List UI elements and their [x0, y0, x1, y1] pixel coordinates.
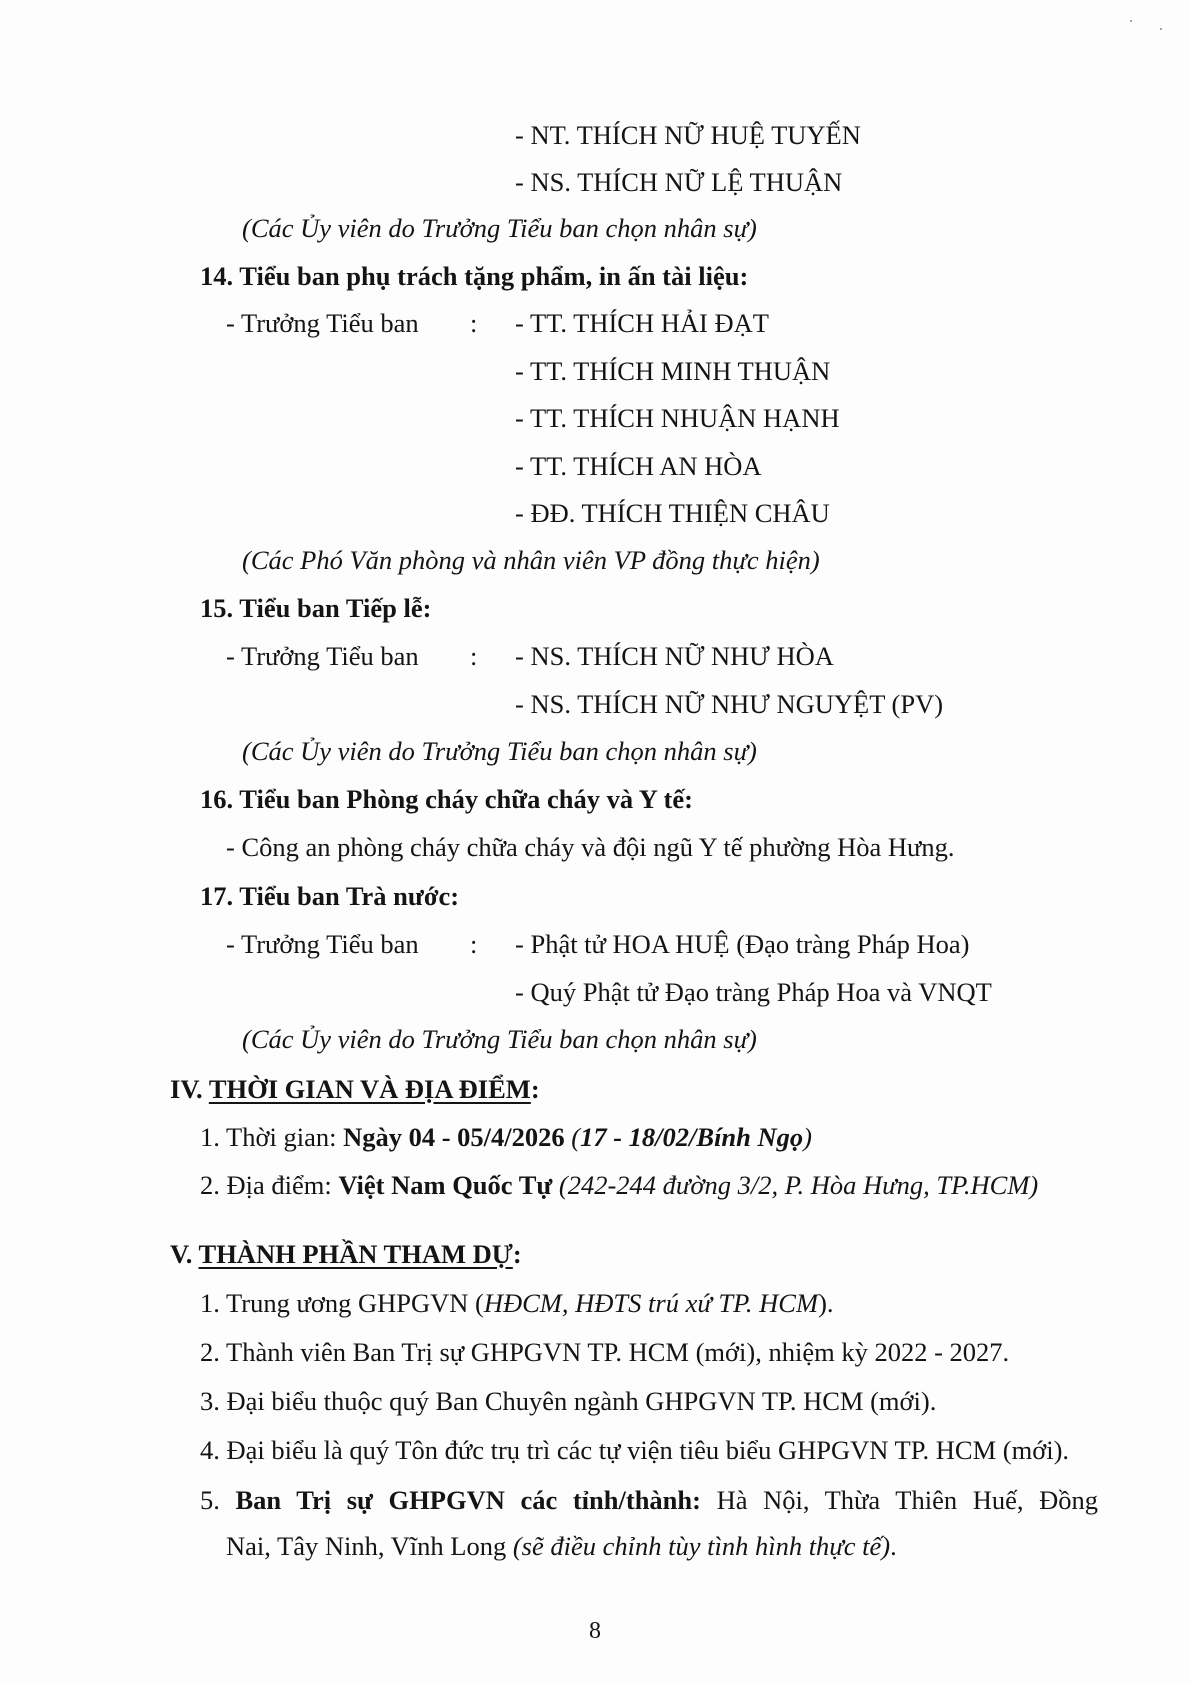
list-item-text: 1. Trung ương GHPGVN (: [200, 1288, 484, 1318]
list-item-continuation: [226, 1530, 897, 1562]
scan-speck: [1130, 20, 1132, 22]
body-line: - Công an phòng cháy chữa cháy và đội ngũ Y tế phường Hòa Hưng.: [226, 832, 955, 862]
list-item-italic: (sẽ điều chỉnh tùy tình hình thực tế): [512, 1531, 891, 1561]
note-line: (Các Phó Văn phòng và nhân viên VP đồng thực hiện): [242, 545, 820, 575]
time-lunar: 17 - 18/02/Bính Ngọ: [580, 1122, 804, 1152]
list-item: 3. Đại biểu thuộc quý Ban Chuyên ngành GHPGVN TP. HCM (mới).: [200, 1386, 937, 1416]
member-line: - ĐĐ. THÍCH THIỆN CHÂU: [515, 498, 830, 528]
list-item: 2. Thành viên Ban Trị sự GHPGVN TP. HCM (mới), nhiệm kỳ 2022 - 2027.: [200, 1337, 1010, 1367]
section-iv-colon: :: [530, 1074, 540, 1104]
note-line: (Các Ủy viên do Trưởng Tiểu ban chọn nhân sự): [242, 213, 757, 243]
member-line: - NS. THÍCH NỮ NHƯ NGUYỆT (PV): [515, 689, 944, 719]
list-item: [200, 1287, 834, 1319]
role-colon: :: [470, 641, 478, 671]
role-colon: :: [470, 929, 478, 959]
section-iv-title: THỜI GIAN VÀ ĐỊA ĐIỂM: [208, 1074, 531, 1104]
list-item: 4. Đại biểu là quý Tôn đức trụ trì các tự viện tiêu biểu GHPGVN TP. HCM (mới).: [200, 1435, 1070, 1465]
section-v-colon: :: [512, 1239, 522, 1269]
list-item-end: ).: [818, 1288, 834, 1318]
section-iv-number: IV.: [170, 1074, 203, 1104]
section-v-heading: [170, 1238, 522, 1270]
scan-speck: [1160, 28, 1162, 30]
member-line: - NT. THÍCH NỮ HUỆ TUYẾN: [515, 120, 861, 150]
list-item-text: Nai, Tây Ninh, Vĩnh Long: [226, 1531, 513, 1561]
member-line: - Quý Phật tử Đạo tràng Pháp Hoa và VNQT: [515, 977, 992, 1007]
note-line: (Các Ủy viên do Trưởng Tiểu ban chọn nhân sự): [242, 1024, 757, 1054]
list-item-italic: HĐCM, HĐTS trú xứ TP. HCM: [483, 1288, 819, 1318]
member-line: - TT. THÍCH NHUẬN HẠNH: [515, 403, 840, 433]
member-line: - Phật tử HOA HUỆ (Đạo tràng Pháp Hoa): [515, 929, 970, 959]
time-label: 1. Thời gian:: [200, 1122, 344, 1152]
role-label: - Trưởng Tiểu ban: [226, 308, 419, 338]
section-v-title: THÀNH PHẦN THAM DỰ: [198, 1239, 513, 1269]
list-item-text: Hà Nội, Thừa Thiên Huế, Đồng: [700, 1485, 1098, 1515]
section-v-number: V.: [170, 1239, 193, 1269]
member-line: - TT. THÍCH AN HÒA: [515, 451, 762, 481]
place-address: (242-244 đường 3/2, P. Hòa Hưng, TP.HCM): [552, 1170, 1039, 1200]
member-line: - NS. THÍCH NỮ LỆ THUẬN: [515, 167, 843, 197]
place-label: 2. Địa điểm:: [200, 1170, 339, 1200]
member-line: - TT. THÍCH MINH THUẬN: [515, 356, 831, 386]
section-17-heading: 17. Tiểu ban Trà nước:: [200, 881, 460, 911]
role-label: - Trưởng Tiểu ban: [226, 641, 419, 671]
time-date: Ngày 04 - 05/4/2026: [343, 1122, 565, 1152]
section-15-heading: 15. Tiểu ban Tiếp lễ:: [200, 593, 432, 623]
section-16-heading: 16. Tiểu ban Phòng cháy chữa cháy và Y tế:: [200, 784, 693, 814]
role-colon: :: [470, 308, 478, 338]
list-item-bold: Ban Trị sự GHPGVN các tỉnh/thành:: [235, 1485, 701, 1515]
time-close: ): [803, 1122, 812, 1152]
time-open: (: [564, 1122, 581, 1152]
section-14-heading: 14. Tiểu ban phụ trách tặng phẩm, in ấn tài liệu:: [200, 261, 749, 291]
list-item-number: 5.: [200, 1485, 236, 1515]
list-item: [200, 1484, 1098, 1516]
place-line: [200, 1169, 1038, 1201]
member-line: - TT. THÍCH HẢI ĐẠT: [515, 308, 769, 338]
note-line: (Các Ủy viên do Trưởng Tiểu ban chọn nhân sự): [242, 736, 757, 766]
member-line: - NS. THÍCH NỮ NHƯ HÒA: [515, 641, 834, 671]
list-item-end: .: [890, 1531, 897, 1561]
place-name: Việt Nam Quốc Tự: [338, 1170, 553, 1200]
role-label: - Trưởng Tiểu ban: [226, 929, 419, 959]
time-line: [200, 1121, 812, 1153]
page-number: 8: [589, 1618, 601, 1644]
section-iv-heading: [170, 1073, 540, 1105]
